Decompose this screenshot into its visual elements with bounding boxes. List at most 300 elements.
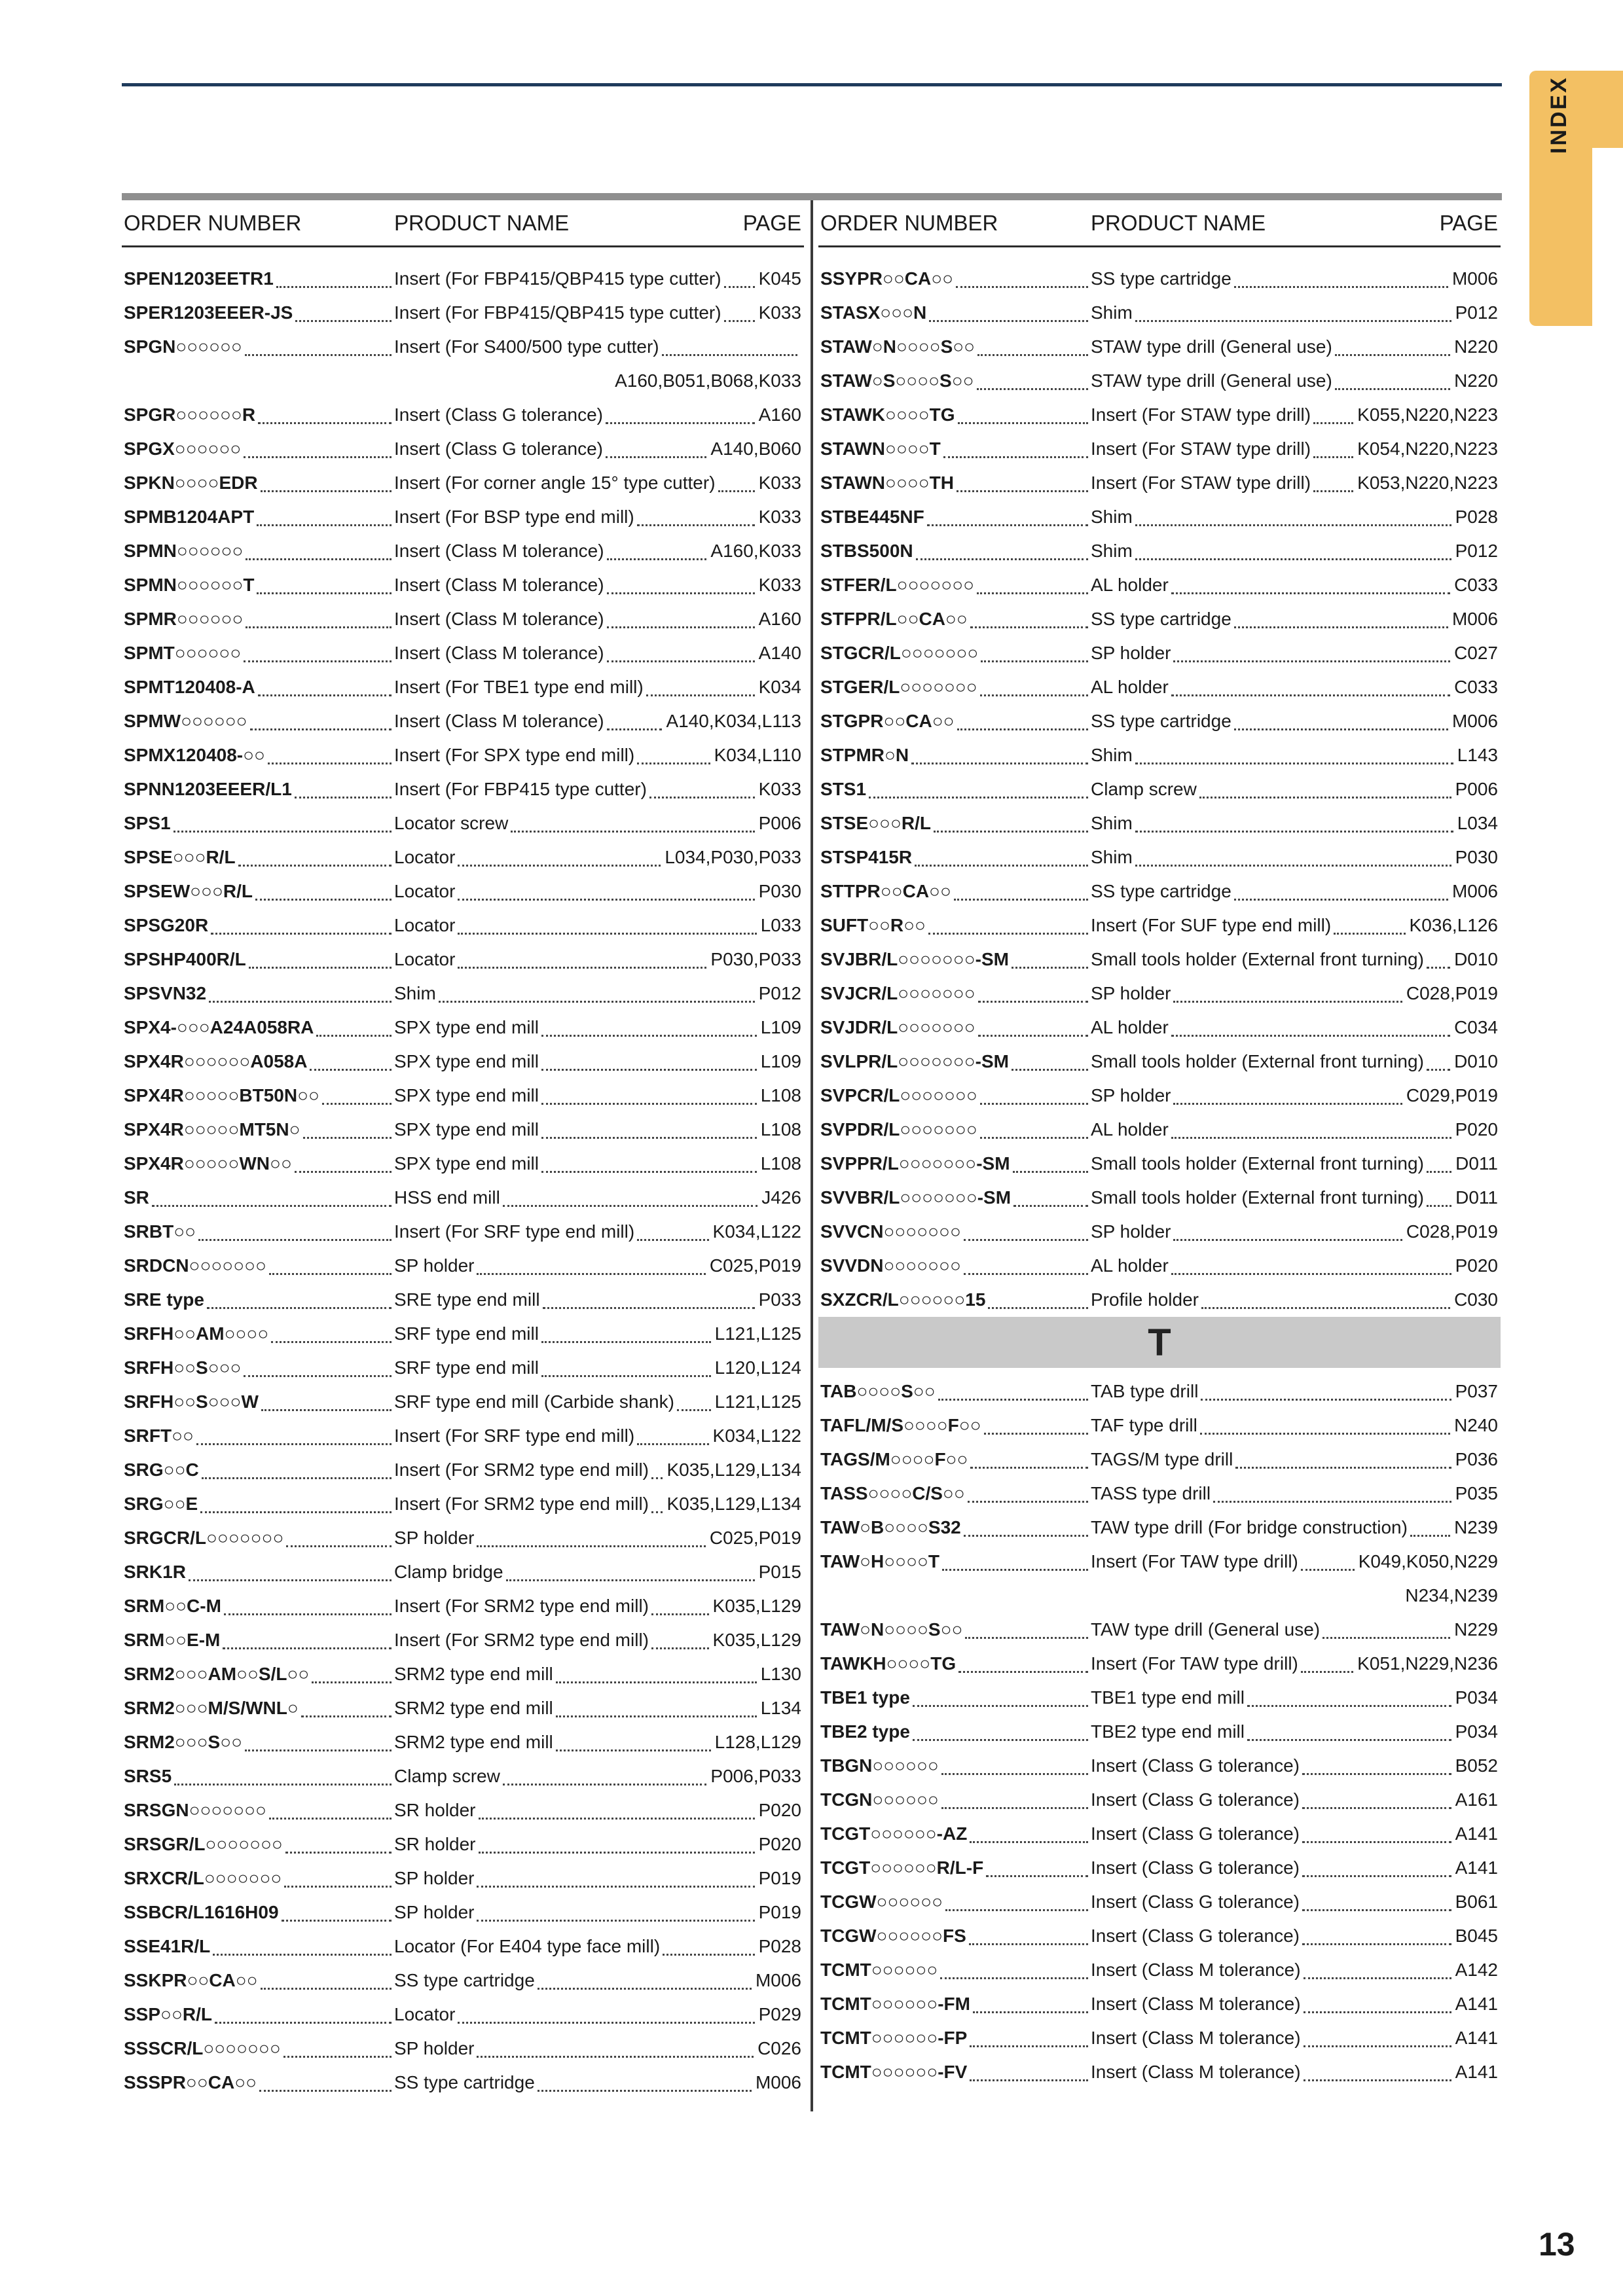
dot-leader: [506, 1555, 755, 1581]
dot-leader: [980, 1079, 1088, 1105]
dot-leader: [295, 1147, 392, 1173]
product-name-heading: PRODUCT NAME: [394, 211, 570, 235]
order-number: STFER/L○○○○○○○: [820, 575, 975, 595]
order-number: SPX4R○○○○○○A058A: [124, 1051, 308, 1071]
product-name: Insert (Class G tolerance): [1091, 1926, 1300, 1946]
index-row: [818, 1783, 1501, 1817]
dot-leader: [958, 398, 1088, 424]
dot-leader: [1322, 1613, 1450, 1639]
index-row: [122, 908, 804, 942]
order-number: SVPDR/L○○○○○○○: [820, 1119, 977, 1139]
page-reference: M006: [1450, 602, 1498, 636]
order-number: SVJCR/L○○○○○○○: [820, 983, 976, 1003]
dot-leader: [915, 840, 1088, 867]
dot-leader: [1427, 1045, 1450, 1071]
product-name: SRF type end mill: [394, 1323, 539, 1344]
dot-leader: [211, 908, 392, 935]
order-number: SPX4R○○○○○MT5N○: [124, 1119, 301, 1139]
product-name: Locator: [394, 881, 456, 901]
index-row: [122, 738, 804, 772]
dot-leader: [244, 636, 392, 662]
index-row: [122, 1691, 804, 1725]
dot-leader: [941, 1783, 1088, 1809]
page-reference: P035: [1453, 1477, 1498, 1511]
order-number: SPNN1203EEER/L1: [124, 779, 292, 799]
index-tab-label: INDEX: [1546, 76, 1571, 154]
dot-leader: [938, 1374, 1088, 1401]
index-row: [122, 1929, 804, 1964]
index-row: [818, 1181, 1501, 1215]
order-number: STS1: [820, 779, 867, 799]
page-reference: D010: [1451, 942, 1498, 977]
order-number-heading: ORDER NUMBER: [820, 211, 998, 235]
page-reference: P015: [756, 1555, 801, 1589]
dot-leader: [606, 398, 755, 424]
page-reference: K049,K050,N229: [1356, 1545, 1498, 1579]
order-number: STGPR○○CA○○: [820, 711, 955, 731]
dot-leader: [1234, 602, 1448, 628]
product-name: Insert (Class G tolerance): [1091, 1755, 1300, 1776]
order-number: SPMX120408-○○: [124, 745, 265, 765]
product-name: SR holder: [394, 1834, 476, 1854]
product-name: Insert (Class M tolerance): [394, 541, 604, 561]
dot-leader: [269, 1249, 392, 1275]
dot-leader: [301, 1691, 392, 1717]
index-row: [818, 1147, 1501, 1181]
index-row: [122, 1147, 804, 1181]
dot-leader: [977, 364, 1088, 390]
index-row: [818, 1283, 1501, 1317]
dot-leader: [1135, 296, 1451, 322]
product-name: SP holder: [1091, 643, 1171, 663]
column-divider: [811, 200, 813, 2111]
order-number: TBE2 type: [820, 1721, 910, 1742]
page-reference: P037: [1453, 1374, 1498, 1408]
order-number: SRM2○○○M/S/WNL○: [124, 1698, 299, 1718]
order-number: TCMT○○○○○○-FV: [820, 2062, 968, 2082]
dot-leader: [152, 1181, 392, 1207]
order-number: SSKPR○○CA○○: [124, 1970, 258, 1990]
order-number: SPX4R○○○○○WN○○: [124, 1153, 292, 1174]
order-number: SRG○○C: [124, 1460, 199, 1480]
index-row: [818, 704, 1501, 738]
index-row: [818, 874, 1501, 908]
dot-leader: [607, 568, 755, 594]
order-number: SPKN○○○○EDR: [124, 473, 258, 493]
product-name: Profile holder: [1091, 1289, 1199, 1310]
dot-leader: [964, 1511, 1088, 1537]
product-name: Insert (For STAW type drill): [1091, 473, 1311, 493]
dot-leader: [316, 1011, 392, 1037]
order-number: STBE445NF: [820, 507, 924, 527]
dot-leader: [1427, 1181, 1451, 1207]
dot-leader: [1335, 364, 1450, 390]
right-rows-before: [818, 262, 1501, 1317]
order-number: TAB○○○○S○○: [820, 1381, 936, 1401]
index-row: [122, 1419, 804, 1453]
index-row: [818, 840, 1501, 874]
dot-leader: [928, 908, 1088, 935]
product-name: SP holder: [394, 1528, 475, 1548]
page-reference: C028,P019: [1404, 1215, 1498, 1249]
dot-leader: [189, 1555, 392, 1581]
dot-leader: [477, 2032, 754, 2058]
index-row: [818, 1851, 1501, 1885]
order-number: SRFH○○S○○○W: [124, 1391, 259, 1412]
page-reference: P012: [1453, 296, 1498, 330]
page-reference: P012: [1453, 534, 1498, 568]
product-name: Insert (Class M tolerance): [1091, 2028, 1301, 2048]
index-row: [818, 2021, 1501, 2055]
product-name: SPX type end mill: [394, 1153, 539, 1174]
order-number: SPMR○○○○○○: [124, 609, 244, 629]
product-name: SPX type end mill: [394, 1017, 539, 1037]
product-name: Insert (For S400/500 type cutter): [394, 336, 659, 357]
product-name: Clamp bridge: [394, 1562, 503, 1582]
product-name: TAW type drill (General use): [1091, 1619, 1321, 1640]
dot-leader: [651, 1487, 663, 1513]
page-reference: M006: [753, 2066, 801, 2100]
right-column: [818, 200, 1501, 2089]
dot-leader: [1171, 568, 1450, 594]
dot-leader: [978, 1011, 1088, 1037]
index-row: [122, 636, 804, 670]
dot-leader: [1213, 1477, 1451, 1503]
page-reference: C026: [755, 2032, 801, 2066]
page-reference: A160,K033: [708, 534, 801, 568]
dot-leader: [968, 1477, 1088, 1503]
product-name: SR holder: [394, 1800, 476, 1820]
index-row: [122, 1283, 804, 1317]
page-reference: C034: [1451, 1011, 1498, 1045]
page-reference: P020: [1453, 1249, 1498, 1283]
dot-leader: [607, 636, 755, 662]
dot-leader: [945, 1885, 1088, 1911]
dot-leader: [541, 1147, 757, 1173]
index-row: [818, 942, 1501, 977]
page-reference: L108: [758, 1079, 801, 1113]
page-reference: C028,P019: [1404, 977, 1498, 1011]
dot-leader: [284, 1861, 392, 1888]
dot-leader: [956, 262, 1088, 288]
dot-leader: [651, 1589, 709, 1615]
product-name: Small tools holder (External front turning): [1091, 1187, 1424, 1208]
product-name: Shim: [1091, 745, 1133, 765]
section-letter-bar: [818, 1317, 1501, 1368]
dot-leader: [202, 1453, 392, 1479]
order-number: TASS○○○○C/S○○: [820, 1483, 965, 1503]
product-name: SPX type end mill: [394, 1119, 539, 1139]
index-row: [122, 1725, 804, 1759]
page-reference: P020: [1453, 1113, 1498, 1147]
page-heading: PAGE: [1439, 211, 1498, 235]
page-reference: L033: [758, 908, 801, 942]
page-reference: P020: [756, 1793, 801, 1827]
index-row: [122, 1623, 804, 1657]
product-name: Insert (Class M tolerance): [394, 711, 604, 731]
order-number: SPSEW○○○R/L: [124, 881, 253, 901]
product-name: SS type cartridge: [1091, 268, 1231, 289]
order-number: TCMT○○○○○○-FM: [820, 1994, 970, 2014]
index-row: [122, 1657, 804, 1691]
page-reference: K035,L129: [710, 1589, 801, 1623]
product-name: Clamp screw: [394, 1766, 500, 1786]
page-reference: M006: [753, 1964, 801, 1998]
index-row: [818, 1249, 1501, 1283]
dot-leader: [295, 772, 392, 798]
index-row: [818, 364, 1501, 398]
dot-leader: [286, 1521, 392, 1547]
page-reference: K055,N220,N223: [1355, 398, 1498, 432]
dot-leader: [977, 330, 1088, 356]
order-number: SPMT○○○○○○: [124, 643, 242, 663]
dot-leader: [556, 1691, 757, 1717]
order-number: SRXCR/L○○○○○○○: [124, 1868, 282, 1888]
dot-leader: [1135, 534, 1451, 560]
dot-leader: [196, 1419, 392, 1445]
page-reference: C029,P019: [1404, 1079, 1498, 1113]
order-number: SVJDR/L○○○○○○○: [820, 1017, 976, 1037]
dot-leader: [322, 1079, 392, 1105]
index-row: [818, 1079, 1501, 1113]
page-reference: P020: [756, 1827, 801, 1861]
dot-leader: [965, 1613, 1088, 1639]
right-rows-after: [818, 1374, 1501, 2089]
order-number: TAWKH○○○○TG: [820, 1653, 957, 1674]
page-reference: L108: [758, 1113, 801, 1147]
index-row: [818, 1715, 1501, 1749]
dot-leader: [970, 2055, 1088, 2081]
index-row: [122, 1113, 804, 1147]
order-number: SXZCR/L○○○○○○15: [820, 1289, 986, 1310]
dot-leader: [503, 1759, 707, 1785]
index-row: [818, 398, 1501, 432]
page-reference: A141: [1453, 2055, 1498, 2089]
dot-leader: [978, 977, 1088, 1003]
page-number: 13: [1539, 2226, 1575, 2263]
order-number: TCMT○○○○○○-FP: [820, 2028, 968, 2048]
product-name: Insert (Class M tolerance): [394, 609, 604, 629]
index-row: [818, 432, 1501, 466]
page-reference: N220: [1451, 364, 1498, 398]
order-number: STGER/L○○○○○○○: [820, 677, 977, 697]
index-row: [122, 466, 804, 500]
dot-leader: [209, 977, 392, 1003]
product-name: Insert (Class M tolerance): [1091, 1994, 1301, 2014]
product-name: SRM2 type end mill: [394, 1664, 553, 1684]
dot-leader: [249, 942, 392, 969]
index-row: [818, 1374, 1501, 1408]
dot-leader: [913, 1715, 1088, 1741]
dot-leader: [1171, 670, 1450, 696]
dot-leader: [1173, 1079, 1402, 1105]
dot-leader: [1334, 908, 1405, 935]
dot-leader: [646, 670, 755, 696]
right-column-header: [818, 200, 1501, 247]
dot-leader: [964, 1249, 1088, 1275]
index-row: [122, 840, 804, 874]
dot-leader: [1302, 1851, 1451, 1877]
index-row: [818, 1613, 1501, 1647]
index-row: [818, 1579, 1501, 1613]
dot-leader: [1135, 738, 1453, 764]
dot-leader: [1313, 398, 1353, 424]
dot-leader: [970, 1443, 1088, 1469]
index-row: [122, 602, 804, 636]
page-reference: P036: [1453, 1443, 1498, 1477]
product-name-heading: PRODUCT NAME: [1091, 211, 1266, 235]
dot-leader: [988, 1283, 1088, 1309]
order-number: SVVCN○○○○○○○: [820, 1221, 961, 1242]
page-reference: A141: [1453, 1851, 1498, 1885]
product-name: Insert (For SRM2 type end mill): [394, 1630, 649, 1650]
dot-leader: [285, 1827, 392, 1854]
dot-leader: [940, 1953, 1088, 1979]
product-name: SS type cartridge: [1091, 711, 1231, 731]
dot-leader: [224, 1589, 392, 1615]
dot-leader: [458, 840, 661, 867]
dot-leader: [295, 296, 392, 322]
product-name: TASS type drill: [1091, 1483, 1211, 1503]
page-reference: C025,P019: [707, 1249, 801, 1283]
index-row: [122, 2032, 804, 2066]
index-row: [122, 1521, 804, 1555]
index-row: [122, 670, 804, 704]
dot-leader: [942, 1545, 1088, 1571]
dot-leader: [1013, 1181, 1088, 1207]
dot-leader: [980, 1113, 1088, 1139]
dot-leader: [663, 1929, 754, 1956]
page-reference: K036,L126: [1407, 908, 1498, 942]
dot-leader: [1171, 1113, 1451, 1139]
dot-leader: [1201, 1283, 1450, 1309]
order-number: TAGS/M○○○○F○○: [820, 1449, 968, 1469]
order-number: SR: [124, 1187, 149, 1208]
page-heading: PAGE: [742, 211, 801, 235]
dot-leader: [607, 704, 663, 730]
page-reference: P030: [756, 874, 801, 908]
order-number: STTPR○○CA○○: [820, 881, 951, 901]
dot-leader: [973, 1987, 1088, 2013]
dot-leader: [200, 1487, 392, 1513]
dot-leader: [268, 738, 392, 764]
dot-leader: [541, 1317, 711, 1343]
product-name: SP holder: [1091, 1221, 1171, 1242]
dot-leader: [662, 330, 797, 356]
order-number: TCGT○○○○○○R/L-F: [820, 1857, 984, 1878]
dot-leader: [283, 2032, 392, 2058]
dot-leader: [1304, 2021, 1451, 2047]
dot-leader: [511, 806, 754, 833]
page-reference: A140: [756, 636, 801, 670]
product-name: Shim: [1091, 813, 1133, 833]
order-number: STAWN○○○○TH: [820, 473, 954, 493]
dot-leader: [310, 1045, 392, 1071]
index-row: [818, 602, 1501, 636]
product-name: SRM2 type end mill: [394, 1732, 553, 1752]
index-row: [122, 432, 804, 466]
page-reference: D011: [1453, 1147, 1498, 1181]
order-number: STBS500N: [820, 541, 913, 561]
page-reference: C025,P019: [707, 1521, 801, 1555]
page-reference: A140,B060: [708, 432, 801, 466]
page-reference: A141: [1453, 1987, 1498, 2021]
product-name: Shim: [394, 983, 436, 1003]
product-name: Locator: [394, 949, 456, 969]
dot-leader: [1173, 636, 1450, 662]
index-row: [818, 2055, 1501, 2089]
index-row: [122, 1045, 804, 1079]
dot-leader: [556, 1725, 711, 1751]
product-name: Insert (Class M tolerance): [394, 575, 604, 595]
product-name: Insert (Class G tolerance): [394, 404, 603, 425]
dot-leader: [198, 1215, 392, 1241]
product-name: TBE1 type end mill: [1091, 1687, 1245, 1708]
dot-leader: [257, 500, 392, 526]
order-number: SRGCR/L○○○○○○○: [124, 1528, 284, 1548]
product-name: Clamp screw: [1091, 779, 1197, 799]
page-reference: C027: [1451, 636, 1498, 670]
product-name: SPX type end mill: [394, 1085, 539, 1105]
order-number: SPMN○○○○○○T: [124, 575, 255, 595]
page-reference: L130: [758, 1657, 801, 1691]
dot-leader: [970, 1817, 1088, 1843]
order-number: TAW○B○○○○S32: [820, 1517, 961, 1537]
product-name: Insert (Class G tolerance): [1091, 1789, 1300, 1810]
dot-leader: [271, 1317, 392, 1343]
dot-leader: [1302, 1885, 1451, 1911]
dot-leader: [207, 1283, 392, 1309]
dot-leader: [276, 262, 392, 288]
page-reference: A160,B051,B068,K033: [612, 364, 801, 398]
product-name: AL holder: [1091, 1255, 1169, 1276]
product-name: SS type cartridge: [1091, 881, 1231, 901]
dot-leader: [1313, 466, 1353, 492]
order-number: SVVBR/L○○○○○○○-SM: [820, 1187, 1012, 1208]
dot-leader: [651, 1623, 709, 1649]
index-row: [122, 398, 804, 432]
dot-leader: [1201, 1374, 1451, 1401]
order-number: SRK1R: [124, 1562, 186, 1582]
left-column-header: [122, 200, 804, 247]
product-name: HSS end mill: [394, 1187, 500, 1208]
order-number: SUFT○○R○○: [820, 915, 926, 935]
page-reference: P030,P033: [708, 942, 801, 977]
dot-leader: [1301, 1545, 1355, 1571]
dot-leader: [957, 704, 1088, 730]
dot-leader: [911, 738, 1088, 764]
page-reference: N220: [1451, 330, 1498, 364]
index-row: [818, 1545, 1501, 1579]
dot-leader: [637, 1215, 708, 1241]
index-row: [122, 296, 804, 330]
index-row: [122, 1385, 804, 1419]
index-row: [818, 1215, 1501, 1249]
page-reference: A161: [1453, 1783, 1498, 1817]
page-reference: L109: [758, 1045, 801, 1079]
dot-leader: [1235, 1443, 1451, 1469]
dot-leader: [718, 466, 755, 492]
dot-leader: [913, 1681, 1088, 1707]
index-row: [818, 296, 1501, 330]
dot-leader: [606, 432, 706, 458]
index-row: [122, 977, 804, 1011]
page-reference: K033: [756, 568, 801, 602]
page-reference: M006: [1450, 874, 1498, 908]
order-number: TAW○H○○○○T: [820, 1551, 940, 1571]
dot-leader: [1135, 806, 1453, 833]
index-row: [122, 704, 804, 738]
